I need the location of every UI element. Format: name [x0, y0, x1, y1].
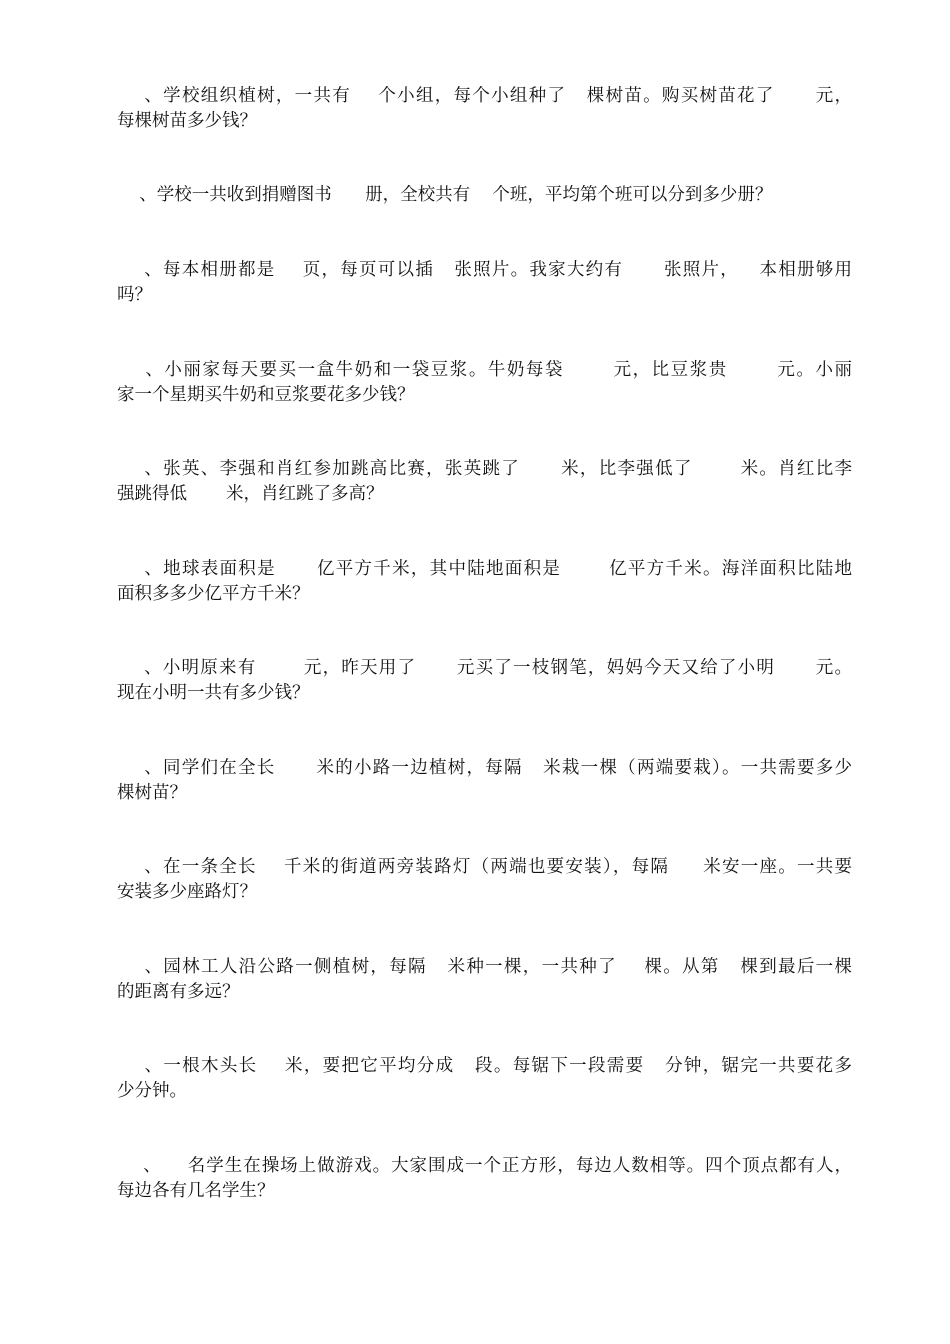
problem-5-line-1: 、张英、李强和肖红参加跳高比赛，张英跳了 米，比李强低了 米。肖红比李 [117, 459, 852, 479]
problem-4-line-1: 、小丽家每天要买一盒牛奶和一袋豆浆。牛奶每袋 元，比豆浆贵 元。小丽 [117, 360, 852, 380]
problem-9-line-1: 、在一条全长 千米的街道两旁装路灯（两端也要安装），每隔 米安一座。一共要 [117, 857, 852, 877]
problem-11 [117, 1054, 852, 1104]
problem-12-line-1: 、 名学生在操场上做游戏。大家围成一个正方形，每边人数相等。四个顶点都有人， [117, 1156, 852, 1176]
problem-4-line-2: 家一个星期买牛奶和豆浆要花多少钱？ [117, 385, 415, 405]
problem-3 [117, 258, 852, 308]
problem-5-line-2: 强跳得低 米，肖红跳了多高？ [117, 484, 384, 504]
problem-2-line-1: 、学校一共收到捐赠图书 册，全校共有 个班，平均第个班可以分到多少册？ [117, 185, 773, 205]
problem-8 [117, 756, 852, 806]
problem-12-line-2: 每边各有几名学生？ [117, 1181, 275, 1201]
problem-8-line-1: 、同学们在全长 米的小路一边植树，每隔 米栽一棵（两端要栽）。一共需要多少 [117, 758, 852, 778]
problem-7 [117, 656, 852, 706]
problem-9-line-2: 安装多少座路灯？ [117, 882, 257, 902]
problem-11-line-1: 、一根木头长 米，要把它平均分成 段。每锯下一段需要 分钟，锯完一共要花多 [117, 1056, 852, 1076]
problem-4 [117, 358, 852, 408]
problem-7-line-1: 、小明原来有 元，昨天用了 元买了一枝钢笔，妈妈今天又给了小明 元。 [117, 658, 852, 678]
problem-7-line-2: 现在小明一共有多少钱？ [117, 683, 310, 703]
problem-6 [117, 557, 852, 607]
problem-8-line-2: 棵树苗？ [117, 783, 187, 803]
problem-6-line-2: 面积多多少亿平方千米？ [117, 584, 310, 604]
problem-3-line-1: 、每本相册都是 页，每页可以插 张照片。我家大约有 张照片， 本相册够用 [117, 260, 852, 280]
problem-1-line-2: 每棵树苗多少钱？ [117, 111, 257, 131]
problem-10-line-1: 、园林工人沿公路一侧植树，每隔 米种一棵，一共种了 棵。从第 棵到最后一棵 [117, 957, 852, 977]
problem-1 [117, 84, 852, 134]
problem-10 [117, 955, 852, 1005]
problem-9 [117, 855, 852, 905]
problem-12 [117, 1154, 852, 1204]
problem-11-line-2: 少分钟。 [117, 1081, 187, 1101]
problem-10-line-2: 的距离有多远？ [117, 982, 240, 1002]
problem-1-line-1: 、学校组织植树，一共有 个小组，每个小组种了 棵树苗。购买树苗花了 元， [117, 86, 852, 106]
problem-6-line-1: 、地球表面积是 亿平方千米，其中陆地面积是 亿平方千米。海洋面积比陆地 [117, 559, 852, 579]
problem-5 [117, 457, 852, 507]
problem-2 [117, 183, 852, 208]
problem-3-line-2: 吗？ [117, 285, 152, 305]
